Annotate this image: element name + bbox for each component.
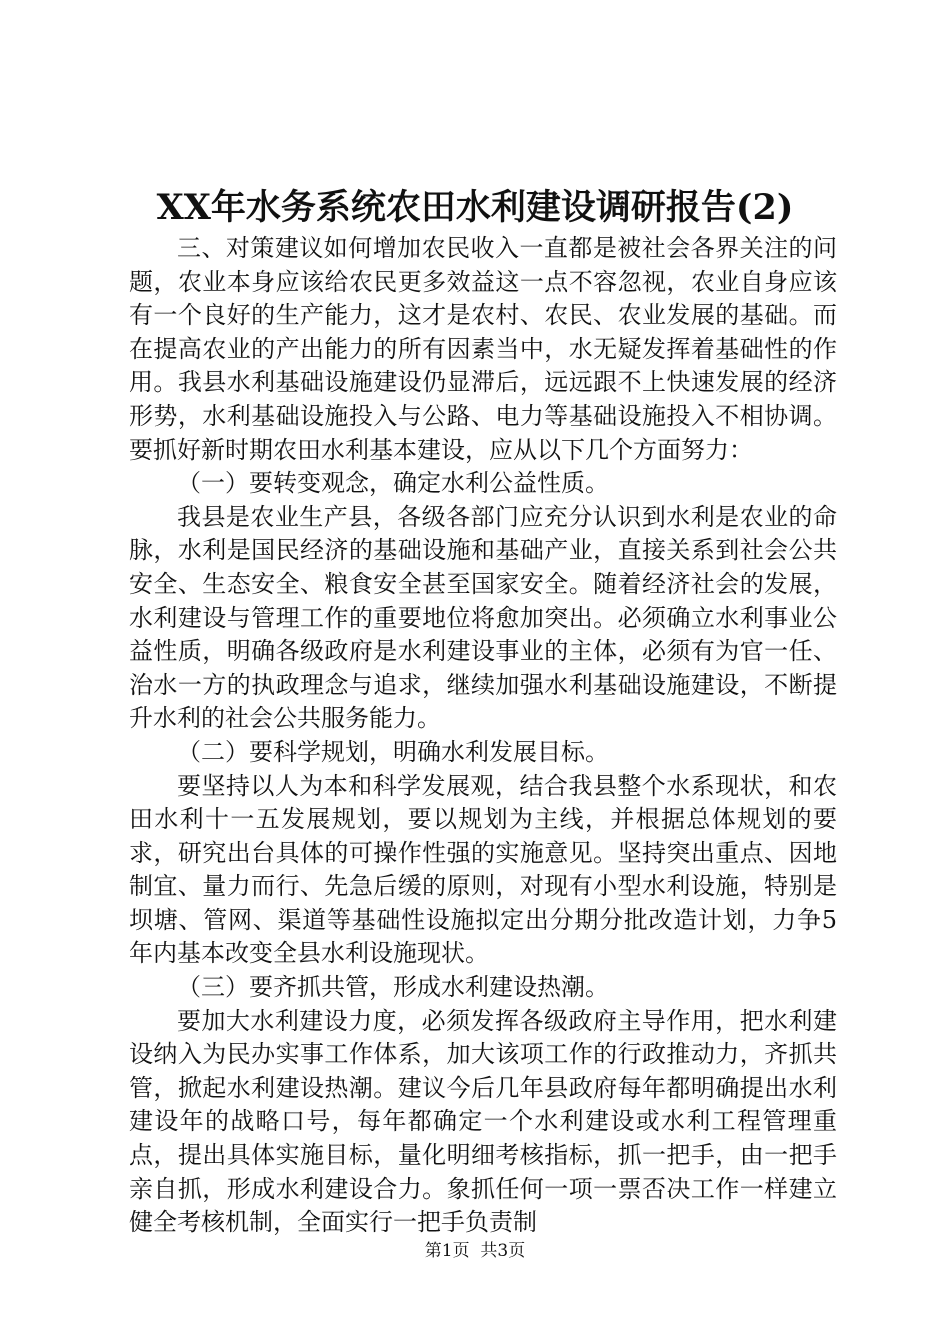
- paragraph-section-2: 要坚持以人为本和科学发展观，结合我县整个水系现状，和农田水利十一五发展规划，要以规划为主线，并根据总体规划的要求，研究出台具体的可操作性强的实施意见。坚持突出重点、因地制宜、量力而行、先急后缓的原则，对现有小型水利设施，特别是坝塘、管网、渠道等基础性设施拟定出分期分批改造计划，力争5年内基本改变全县水利设施现状。: [129, 771, 837, 968]
- paragraph-countermeasures-intro: 三、对策建议如何增加农民收入一直都是被社会各界关注的问题，农业本身应该给农民更多效益这一点不容忽视，农业自身应该有一个良好的生产能力，这才是农村、农民、农业发展的基础。而在提高农业的产出能力的所有因素当中，水无疑发挥着基础性的作用。我县水利基础设施建设仍显滞后，远远跟不上快速发展的经济形势，水利基础设施投入与公路、电力等基础设施投入不相协调。要抓好新时期农田水利基本建设，应从以下几个方面努力：: [129, 234, 837, 464]
- heading-section-2: （二）要科学规划，明确水利发展目标。: [177, 737, 609, 766]
- heading-section-1: （一）要转变观念，确定水利公益性质。: [177, 469, 609, 498]
- paragraph-section-3: 要加大水利建设力度，必须发挥各级政府主导作用，把水利建设纳入为民办实事工作体系，加大该项工作的行政推动力，齐抓共管，掀起水利建设热潮。建议今后几年县政府每年都明确提出水利建设年的战略口号，每年都确定一个水利建设或水利工程管理重点，提出具体实施目标，量化明细考核指标，抓一把手，由一把手亲自抓，形成水利建设合力。象抓任何一项一票否决工作一样建立健全考核机制，全面实行一把手负责制: [129, 1006, 837, 1237]
- paragraph-section-1: 我县是农业生产县，各级各部门应充分认识到水利是农业的命脉，水利是国民经济的基础设施和基础产业，直接关系到社会公共安全、生态安全、粮食安全甚至国家安全。随着经济社会的发展，水利建设与管理工作的重要地位将愈加突出。必须确立水利事业公益性质，明确各级政府是水利建设事业的主体，必须有为官一任、治水一方的执政理念与追求，继续加强水利基础设施建设，不断提升水利的社会公共服务能力。: [129, 502, 837, 733]
- document-title: XX年水务系统农田水利建设调研报告(2): [156, 187, 794, 228]
- heading-section-3: （三）要齐抓共管，形成水利建设热潮。: [177, 973, 609, 1002]
- page-footer: 第1页 共3页: [424, 1241, 526, 1261]
- document-body: [129, 232, 837, 1240]
